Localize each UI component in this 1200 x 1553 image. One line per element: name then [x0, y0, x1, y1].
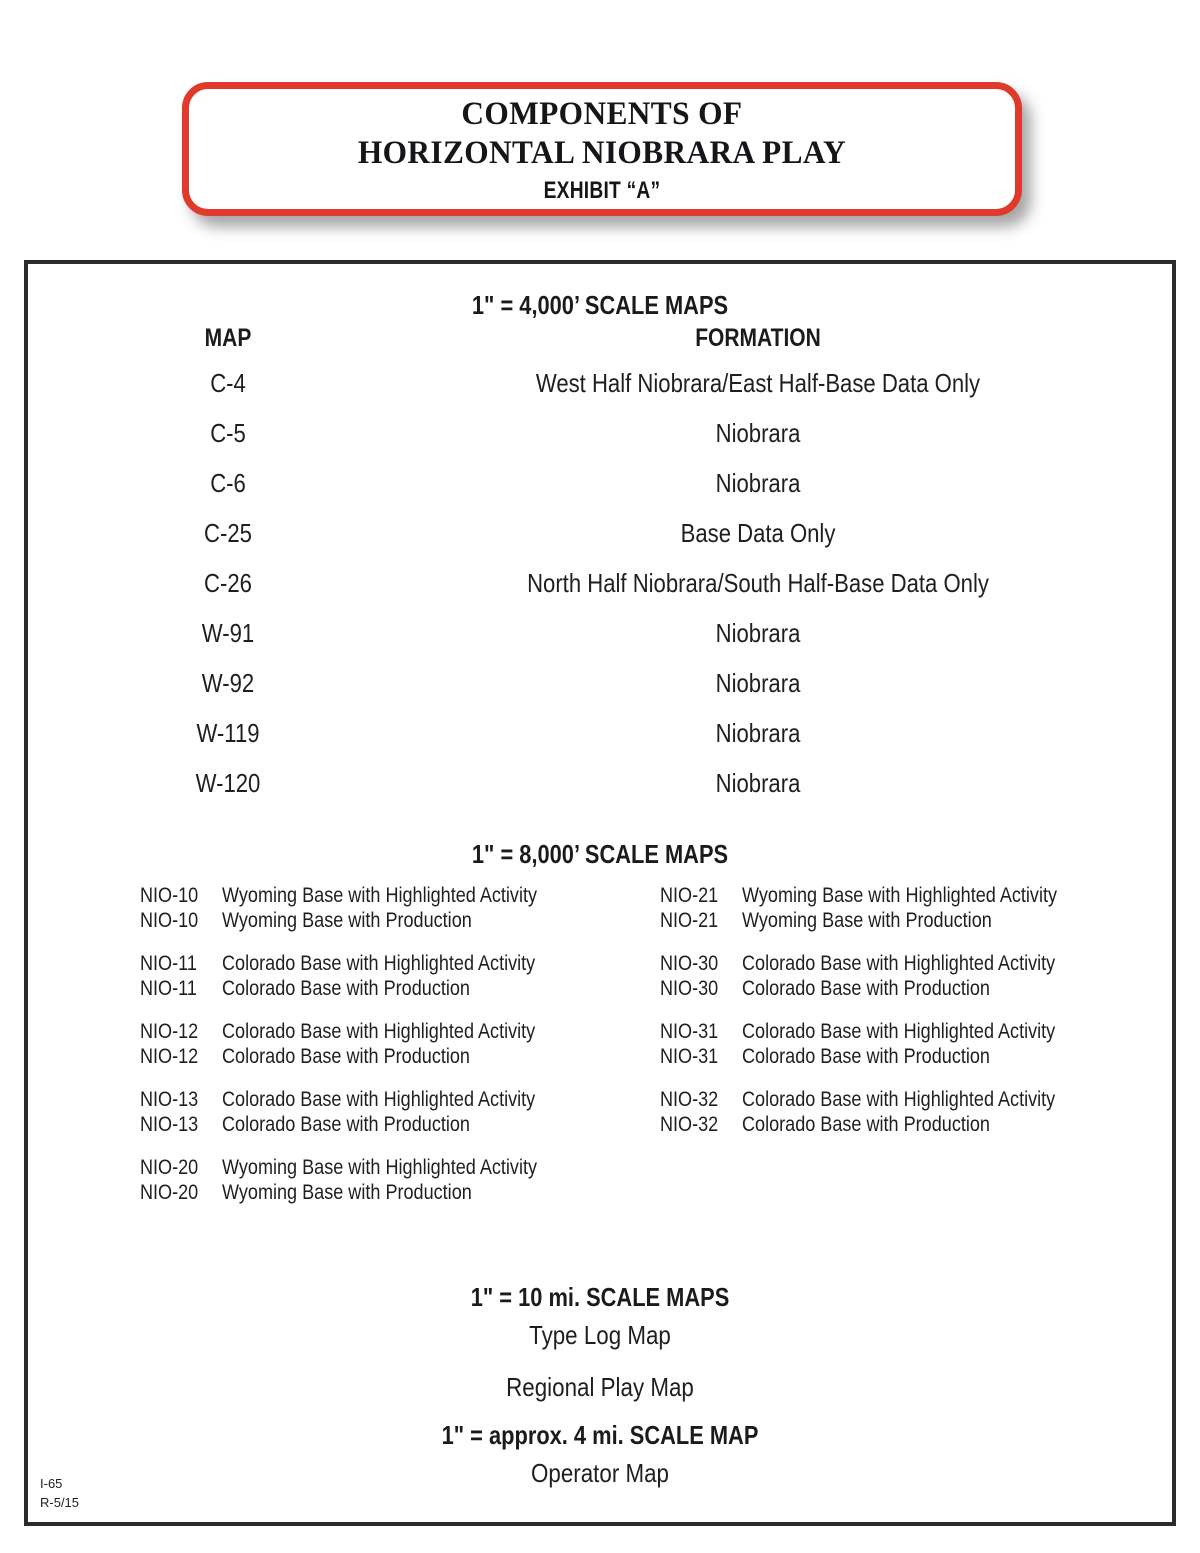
- heading-10mi-scale: 1" = 10 mi. SCALE MAPS: [470, 1282, 730, 1312]
- nio-description: Colorado Base with Highlighted Activity: [222, 1020, 536, 1043]
- table-row: [28, 618, 1172, 668]
- nio-group: [660, 884, 1108, 934]
- list-item: [140, 977, 588, 1002]
- nio-description: Wyoming Base with Highlighted Activity: [222, 1156, 538, 1179]
- nio-code: NIO-20: [140, 1156, 199, 1179]
- list-item: [140, 1181, 588, 1206]
- nio-code: NIO-10: [140, 909, 199, 932]
- table-row: [28, 368, 1172, 418]
- column-header-map: MAP: [204, 324, 252, 352]
- list-item: [140, 1156, 588, 1181]
- map-formation: Niobrara: [715, 468, 801, 498]
- nio-list-right-column: [660, 884, 1108, 1156]
- nio-description: Wyoming Base with Production: [742, 909, 992, 932]
- map-formation: North Half Niobrara/South Half-Base Data Only: [527, 568, 989, 598]
- spacer: [28, 1348, 1172, 1374]
- nio-code: NIO-21: [660, 884, 719, 907]
- map-formation: Niobrara: [715, 668, 801, 698]
- nio-description: Colorado Base with Production: [742, 1113, 990, 1136]
- nio-group: [660, 1020, 1108, 1070]
- nio-group: [140, 952, 588, 1002]
- list-item: [140, 909, 588, 934]
- nio-code: NIO-31: [660, 1045, 719, 1068]
- map-formation: Niobrara: [715, 718, 801, 748]
- column-header-formation: FORMATION: [695, 324, 821, 352]
- list-item: [660, 1045, 1108, 1070]
- list-item: [660, 977, 1108, 1002]
- document-body-frame: [24, 260, 1176, 1526]
- nio-code: NIO-30: [660, 952, 719, 975]
- nio-description: Wyoming Base with Highlighted Activity: [222, 884, 538, 907]
- nio-code: NIO-10: [140, 884, 199, 907]
- nio-description: Colorado Base with Production: [742, 1045, 990, 1068]
- nio-description: Colorado Base with Production: [222, 1113, 470, 1136]
- nio-description: Colorado Base with Highlighted Activity: [742, 1088, 1056, 1111]
- list-item: [140, 884, 588, 909]
- nio-description: Colorado Base with Highlighted Activity: [742, 1020, 1056, 1043]
- list-item: [140, 1020, 588, 1045]
- nio-group: [660, 1088, 1108, 1138]
- operator-map-label: Operator Map: [531, 1458, 669, 1488]
- map-code: W-92: [201, 668, 255, 698]
- map-code: W-91: [201, 618, 255, 648]
- nio-description: Wyoming Base with Production: [222, 1181, 472, 1204]
- footer-code-primary: I-65: [40, 1476, 63, 1492]
- map-code: C-25: [204, 518, 252, 548]
- nio-group: [140, 1088, 588, 1138]
- map-code: W-120: [195, 768, 261, 798]
- list-item: [660, 909, 1108, 934]
- nio-code: NIO-13: [140, 1113, 199, 1136]
- nio-description: Wyoming Base with Highlighted Activity: [742, 884, 1058, 907]
- nio-description: Colorado Base with Production: [222, 1045, 470, 1068]
- list-item: [140, 1088, 588, 1113]
- nio-description: Colorado Base with Highlighted Activity: [742, 952, 1056, 975]
- list-item: [660, 1088, 1108, 1113]
- nio-description: Wyoming Base with Production: [222, 909, 472, 932]
- table-row: [28, 518, 1172, 568]
- list-item: [660, 1020, 1108, 1045]
- list-item: [140, 1113, 588, 1138]
- nio-code: NIO-21: [660, 909, 719, 932]
- nio-code: NIO-11: [140, 952, 197, 975]
- nio-code: NIO-11: [140, 977, 197, 1000]
- heading-4000-scale: 1" = 4,000’ SCALE MAPS: [471, 290, 729, 320]
- bottom-scale-section: [28, 1284, 1172, 1486]
- map-formation: West Half Niobrara/East Half-Base Data Only: [535, 368, 981, 398]
- footer-codes: [40, 1475, 79, 1512]
- list-item: [660, 884, 1108, 909]
- regional-play-map-label: Regional Play Map: [506, 1372, 694, 1402]
- map-code: C-26: [204, 568, 252, 598]
- nio-description: Colorado Base with Highlighted Activity: [222, 952, 536, 975]
- title-line-primary: COMPONENTS OF: [461, 95, 743, 132]
- nio-description: Colorado Base with Production: [742, 977, 990, 1000]
- map-formation: Niobrara: [715, 418, 801, 448]
- map-code: C-4: [210, 368, 246, 398]
- heading-4mi-scale: 1" = approx. 4 mi. SCALE MAP: [441, 1420, 759, 1450]
- nio-code: NIO-30: [660, 977, 719, 1000]
- table-4000-scale-maps: [28, 324, 1172, 818]
- nio-description: Colorado Base with Highlighted Activity: [222, 1088, 536, 1111]
- table-row: [28, 718, 1172, 768]
- nio-group: [140, 1156, 588, 1206]
- table-column-headers: [28, 324, 1172, 368]
- nio-group: [140, 884, 588, 934]
- list-8000-scale-maps: [28, 884, 1172, 1244]
- nio-code: NIO-12: [140, 1020, 199, 1043]
- table-row: [28, 768, 1172, 818]
- type-log-map-label: Type Log Map: [529, 1320, 671, 1350]
- title-banner: [182, 82, 1022, 216]
- nio-code: NIO-20: [140, 1181, 199, 1204]
- nio-code: NIO-32: [660, 1088, 719, 1111]
- map-formation: Niobrara: [715, 618, 801, 648]
- map-formation: Niobrara: [715, 768, 801, 798]
- list-item: [140, 1045, 588, 1070]
- map-code: C-6: [210, 468, 246, 498]
- spacer: [28, 1400, 1172, 1422]
- nio-code: NIO-13: [140, 1088, 199, 1111]
- nio-list-left-column: [140, 884, 588, 1224]
- nio-group: [660, 952, 1108, 1002]
- title-line-secondary: HORIZONTAL NIOBRARA PLAY: [357, 134, 847, 171]
- exhibit-label: EXHIBIT “A”: [543, 177, 661, 205]
- list-item: [660, 952, 1108, 977]
- table-row: [28, 568, 1172, 618]
- list-item: [140, 952, 588, 977]
- table-row: [28, 468, 1172, 518]
- list-item: [660, 1113, 1108, 1138]
- table-row: [28, 418, 1172, 468]
- footer-code-revision: R-5/15: [40, 1494, 80, 1510]
- nio-code: NIO-32: [660, 1113, 719, 1136]
- map-formation: Base Data Only: [680, 518, 836, 548]
- heading-8000-scale: 1" = 8,000’ SCALE MAPS: [471, 839, 729, 869]
- map-code: W-119: [196, 718, 260, 748]
- nio-description: Colorado Base with Production: [222, 977, 470, 1000]
- nio-code: NIO-31: [660, 1020, 719, 1043]
- nio-group: [140, 1020, 588, 1070]
- nio-code: NIO-12: [140, 1045, 199, 1068]
- map-code: C-5: [210, 418, 246, 448]
- table-row: [28, 668, 1172, 718]
